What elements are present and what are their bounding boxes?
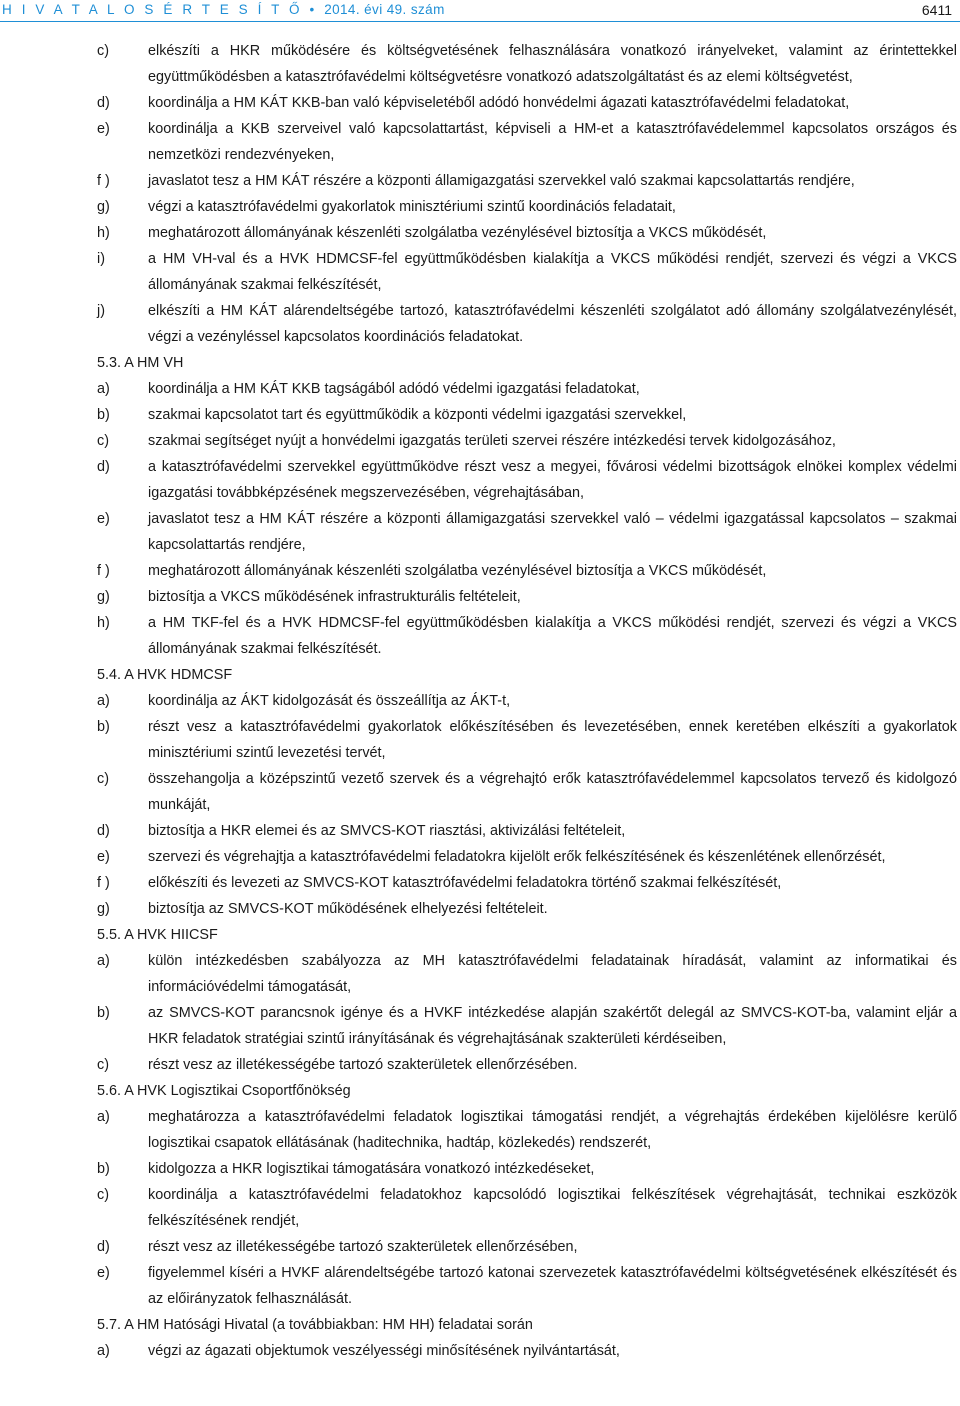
list-item-label: i) (97, 251, 105, 267)
list-item (0, 376, 960, 402)
list-item-label: g) (97, 589, 110, 605)
list-item-text: külön intézkedésben szabályozza az MH katasztrófavédelmi feladatainak híradását, valamint az informatikai és információvédelmi támogatását, (148, 953, 957, 995)
list-item (0, 506, 960, 558)
list-item (0, 220, 960, 246)
list-item (0, 1338, 960, 1364)
list-item (0, 558, 960, 584)
list-item-text: előkészíti és levezeti az SMVCS-KOT katasztrófavédelmi feladatokra történő szakmai felkészítését, (148, 875, 782, 891)
list-item-text: részt vesz az illetékességébe tartozó szakterületek ellenőrzésében, (148, 1239, 578, 1255)
page-header (0, 0, 960, 22)
list-item (0, 870, 960, 896)
list-item (0, 116, 960, 168)
list-item-label: b) (97, 1005, 110, 1021)
list-item (0, 454, 960, 506)
list-item (0, 766, 960, 818)
list-item-label: b) (97, 407, 110, 423)
list-item-label: a) (97, 1109, 110, 1125)
list-item-text: javaslatot tesz a HM KÁT részére a központi államigazgatási szervekkel való szakmai kapcsolattartás rendjére, (148, 173, 855, 189)
list-item (0, 298, 960, 350)
list-item (0, 1260, 960, 1312)
section-heading: 5.7. A HM Hatósági Hivatal (a továbbiakban: HM HH) feladatai során (97, 1317, 533, 1333)
list-item-label: e) (97, 121, 110, 137)
document-body (0, 38, 960, 1364)
list-item-label: f ) (97, 173, 110, 189)
list-item (0, 38, 960, 90)
list-item-label: f ) (97, 563, 110, 579)
list-item (0, 844, 960, 870)
list-item-text: koordinálja a HM KÁT KKB-ban való képviseletéből adódó honvédelmi ágazati katasztrófavédelmi feladatokat, (148, 95, 850, 111)
list-item-label: e) (97, 849, 110, 865)
list-item-label: f ) (97, 875, 110, 891)
list-item-label: c) (97, 1057, 109, 1073)
section-heading: 5.4. A HVK HDMCSF (97, 667, 233, 683)
list-item (0, 896, 960, 922)
list-item-label: a) (97, 381, 110, 397)
list-item (0, 1182, 960, 1234)
list-item-text: szervezi és végrehajtja a katasztrófavédelmi feladatokra kijelölt erők felkészítésének és készenlétének ellenőrzését, (148, 849, 886, 865)
list-item-text: a HM TKF-fel és a HVK HDMCSF-fel együttműködésben kialakítja a VKCS működési rendjét, szervezi és végzi a VKCS állományának szakmai felkészítését. (148, 615, 957, 657)
section (0, 922, 960, 1078)
list-item-label: g) (97, 901, 110, 917)
section-heading: 5.6. A HVK Logisztikai Csoportfőnökség (97, 1083, 351, 1099)
list-item-label: a) (97, 1343, 110, 1359)
page-number: 6411 (921, 2, 952, 18)
list-item-text: meghatározza a katasztrófavédelmi feladatok logisztikai támogatási rendjét, a végrehajtás érdekében kijelölésre kerülő logisztikai csapatok ellátásának (haditechnika, hadtáp, közlekedés) rendszerét, (148, 1109, 957, 1151)
list-item-text: szakmai segítséget nyújt a honvédelmi igazgatás területi szervei részére intézkedési tervek kidolgozásához, (148, 433, 836, 449)
list-item-label: c) (97, 433, 109, 449)
list-item (0, 194, 960, 220)
issue-label: 2014. évi 49. szám (324, 2, 445, 17)
list-item-text: figyelemmel kíséri a HVKF alárendeltségébe tartozó katonai szervezetek katasztrófavédelmi költségvetésének elkészítését és az előirányzatok felhasználását. (148, 1265, 957, 1307)
list-item-text: elkészíti a HKR működésére és költségvetésének felhasználására vonatkozó irányelveket, valamint az érintettekkel együttműködésben a katasztrófavédelmi költségvetésre vonatkozó adatszolgáltatást és az elemi költségvetést, (148, 43, 957, 85)
list-item (0, 246, 960, 298)
list-item (0, 402, 960, 428)
list-item-text: javaslatot tesz a HM KÁT részére a központi államigazgatási szervekkel való – védelmi igazgatással kapcsolatos – szakmai kapcsolattartás rendjére, (148, 511, 957, 553)
section (0, 1078, 960, 1312)
list-item (0, 818, 960, 844)
list-item-label: g) (97, 199, 110, 215)
list-item (0, 1234, 960, 1260)
list-item-label: e) (97, 1265, 110, 1281)
list-item-text: elkészíti a HM KÁT alárendeltségébe tartozó, katasztrófavédelmi készenléti szolgálatot adó állomány szolgálatvezénylését, végzi a vezényléssel kapcsolatos koordinációs feladatokat. (148, 303, 957, 345)
list-item (0, 1000, 960, 1052)
list-item (0, 428, 960, 454)
list-item (0, 584, 960, 610)
list-item (0, 1156, 960, 1182)
list-item-text: biztosítja a VKCS működésének infrastrukturális feltételeit, (148, 589, 521, 605)
list-item-label: d) (97, 823, 110, 839)
list-item-label: b) (97, 719, 110, 735)
list-item-label: c) (97, 43, 109, 59)
list-item (0, 1104, 960, 1156)
section (0, 662, 960, 922)
list-item-text: a HM VH-val és a HVK HDMCSF-fel együttműködésben kialakítja a VKCS működési rendjét, szervezi és végzi a VKCS állományának szakmai felkészítését, (148, 251, 957, 293)
list-item-text: szakmai kapcsolatot tart és együttműködik a központi védelmi igazgatási szervekkel, (148, 407, 687, 423)
list-item (0, 688, 960, 714)
list-item-label: h) (97, 615, 110, 631)
list-item-label: e) (97, 511, 110, 527)
list-item-text: részt vesz a katasztrófavédelmi gyakorlatok előkészítésében és levezetésében, ennek keretében elkészíti a gyakorlatok minisztériumi szintű levezetési tervét, (148, 719, 957, 761)
list-item (0, 610, 960, 662)
list-item (0, 948, 960, 1000)
list-item-text: az SMVCS-KOT parancsnok igénye és a HVKF intézkedése alapján szakértőt delegál az SMVCS-KOT-ba, valamint eljár a HKR feladatok stratégiai szintű irányításának és végrehajtásának szakterületi kérdéseiben, (148, 1005, 957, 1047)
list-item-label: d) (97, 459, 110, 475)
list-item-label: d) (97, 95, 110, 111)
header-divider (0, 21, 960, 22)
running-header (2, 2, 445, 17)
list-item-text: összehangolja a középszintű vezető szervek és a végrehajtó erők katasztrófavédelemmel kapcsolatos tervező és kidolgozó munkáját, (148, 771, 957, 813)
list-item-label: b) (97, 1161, 110, 1177)
list-item-label: a) (97, 693, 110, 709)
list-item-label: h) (97, 225, 110, 241)
section (0, 1312, 960, 1364)
list-item-text: biztosítja az SMVCS-KOT működésének elhelyezési feltételeit. (148, 901, 548, 917)
section-heading: 5.3. A HM VH (97, 355, 184, 371)
section (0, 350, 960, 662)
list-item-label: j) (97, 303, 105, 319)
list-item (0, 90, 960, 116)
list-item-label: c) (97, 1187, 109, 1203)
list-item-text: koordinálja a katasztrófavédelmi feladatokhoz kapcsolódó logisztikai felkészítések végrehajtását, technikai eszközök felkészítésének rendjét, (148, 1187, 957, 1229)
list-item-label: a) (97, 953, 110, 969)
list-item-text: koordinálja a HM KÁT KKB tagságából adódó védelmi igazgatási feladatokat, (148, 381, 640, 397)
section-heading: 5.5. A HVK HIICSF (97, 927, 218, 943)
list-item (0, 714, 960, 766)
list-item-text: végzi az ágazati objektumok veszélyességi minősítésének nyilvántartását, (148, 1343, 620, 1359)
list-item-label: d) (97, 1239, 110, 1255)
list-item (0, 1052, 960, 1078)
list-item-text: részt vesz az illetékességébe tartozó szakterületek ellenőrzésében. (148, 1057, 578, 1073)
list-item-text: végzi a katasztrófavédelmi gyakorlatok minisztériumi szintű koordinációs feladatait, (148, 199, 676, 215)
list-item-label: c) (97, 771, 109, 787)
section (0, 38, 960, 350)
list-item-text: meghatározott állományának készenléti szolgálatba vezénylésével biztosítja a VKCS működését, (148, 563, 767, 579)
list-item-text: kidolgozza a HKR logisztikai támogatására vonatkozó intézkedéseket, (148, 1161, 595, 1177)
list-item-text: a katasztrófavédelmi szervekkel együttműködve részt vesz a megyei, fővárosi védelmi bizottságok elnökei komplex védelmi igazgatási továbbképzésének megszervezésében, végrehajtásában, (148, 459, 957, 501)
publication-title: H I V A T A L O S É R T E S Í T Ő (2, 2, 303, 17)
list-item (0, 168, 960, 194)
list-item-text: koordinálja a KKB szerveivel való kapcsolattartást, képviseli a HM-et a katasztrófavédelemmel kapcsolatos országos és nemzetközi rendezvényeken, (148, 121, 957, 163)
list-item-text: meghatározott állományának készenléti szolgálatba vezénylésével biztosítja a VKCS működését, (148, 225, 767, 241)
header-bullet: • (309, 2, 318, 17)
list-item-text: biztosítja a HKR elemei és az SMVCS-KOT riasztási, aktivizálási feltételeit, (148, 823, 626, 839)
list-item-text: koordinálja az ÁKT kidolgozását és összeállítja az ÁKT-t, (148, 693, 511, 709)
